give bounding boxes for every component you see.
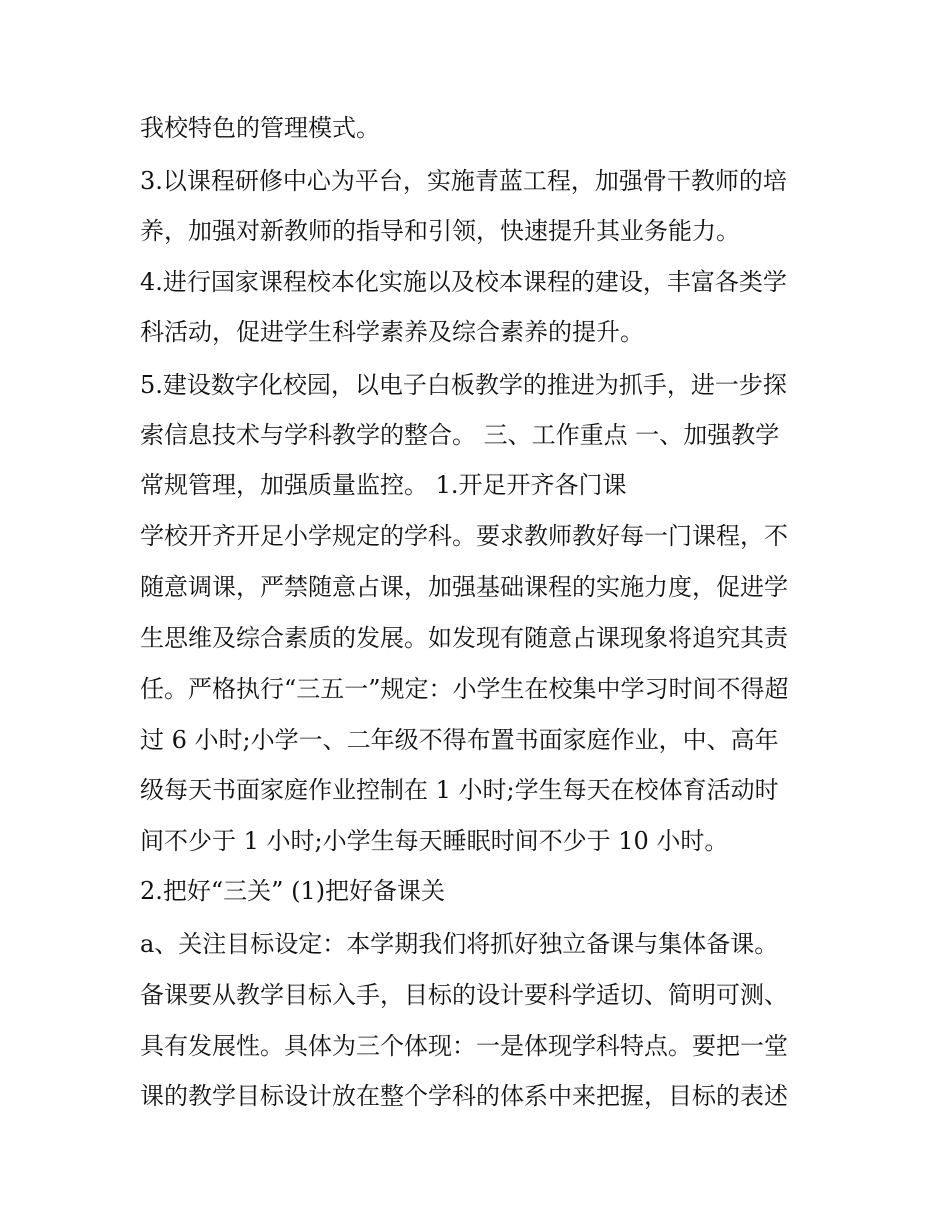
text-line: 5.建设数字化校园，以电子白板教学的推进为抓手，进一步探: [140, 371, 787, 399]
text-line: 4.进行国家课程校本化实施以及校本课程的建设，丰富各类学: [140, 268, 787, 296]
text-line: 科活动，促进学生科学素养及综合素养的提升。: [140, 318, 644, 346]
text-line: 3.以课程研修中心为平台，实施青蓝工程，加强骨干教师的培: [140, 167, 787, 195]
text-line: 任。严格执行“三五一”规定：小学生在校集中学习时间不得超: [140, 675, 789, 703]
text-line: 我校特色的管理模式。: [140, 114, 380, 142]
text-line: 常规管理，加强质量监控。 1.开足开齐各门课: [140, 471, 627, 499]
text-line: 课的教学目标设计放在整个学科的体系中来把握，目标的表述: [140, 1082, 788, 1110]
text-line: 备课要从教学目标入手，目标的设计要科学适切、简明可测、: [140, 981, 788, 1009]
text-line: 随意调课，严禁随意占课，加强基础课程的实施力度，促进学: [140, 573, 788, 601]
text-line: 2.把好“三关” (1)把好备课关: [140, 877, 446, 905]
text-line: a、关注目标设定：本学期我们将抓好独立备课与集体备课。: [140, 930, 779, 958]
text-line: 学校开齐开足小学规定的学科。要求教师教好每一门课程，不: [140, 522, 788, 550]
text-line: 级每天书面家庭作业控制在 1 小时;学生每天在校体育活动时: [140, 776, 779, 804]
text-line: 生思维及综合素质的发展。如发现有随意占课现象将追究其责: [140, 624, 788, 652]
text-line: 养，加强对新教师的指导和引领，快速提升其业务能力。: [140, 217, 740, 245]
text-line: 过 6 小时;小学一、二年级不得布置书面家庭作业，中、高年: [140, 726, 779, 754]
text-line: 具有发展性。具体为三个体现：一是体现学科特点。要把一堂: [140, 1032, 788, 1060]
text-line: 间不少于 1 小时;小学生每天睡眠时间不少于 10 小时。: [140, 827, 729, 855]
text-line: 索信息技术与学科教学的整合。 三、工作重点 一、加强教学: [140, 421, 780, 449]
